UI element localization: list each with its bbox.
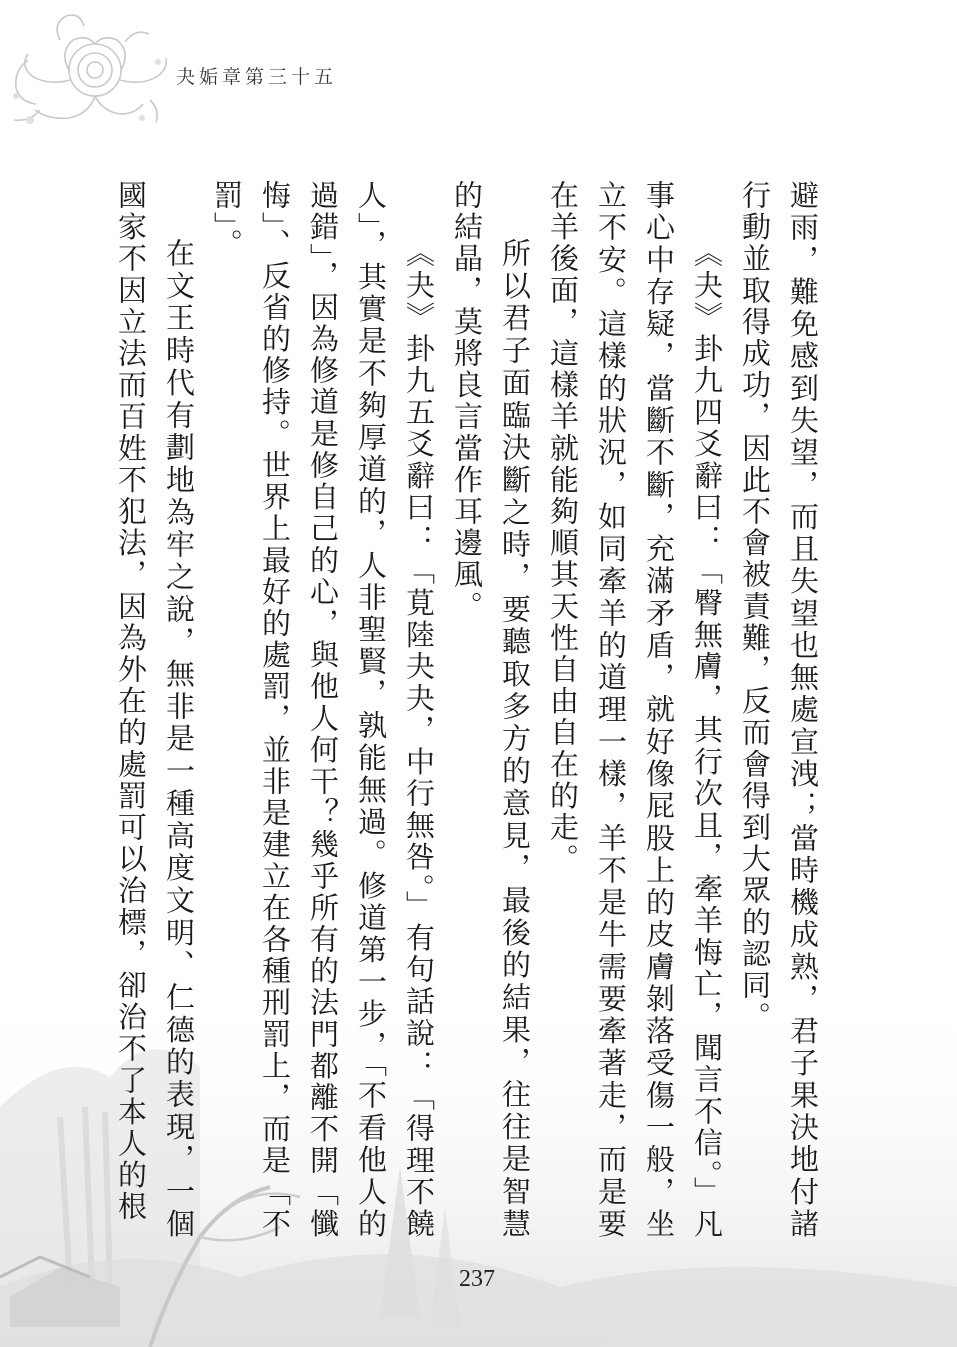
paragraph: 《夬》卦九五爻辭曰：「莧陸夬夬，中行無咎。」有句話說：「得理不饒人」，其實是不夠厚道的，人非聖賢，孰能無過。修道第一步，「不看他人的過錯」，因為修道是修自己的心，與他人何干？幾乎所有的法門都離不開「懺悔」、反省的修持。世界上最好的處罰，並非是建立在各種刑罰上，而是「不罰」。 xyxy=(210,180,436,1240)
paragraph-continuation: 避雨，難免感到失望，而且失望也無處宣洩；當時機成熟，君子果決地付諸行動並取得成功，因此不會被責難，反而會得到大眾的認同。 xyxy=(738,180,820,1240)
paragraph: 所以君子面臨決斷之時，要聽取多方的意見，最後的結果，往往是智慧的結晶，莫將良言當作耳邊風。 xyxy=(450,180,532,1240)
running-title: 夬姤章第三十五 xyxy=(176,66,338,88)
page-number: 237 xyxy=(459,1266,495,1292)
floral-ornament-icon xyxy=(0,0,175,150)
paragraph: 在文王時代有劃地為牢之說，無非是一種高度文明、仁德的表現，一個國家不因立法而百姓不犯法，因為外在的處罰可以治標，卻治不了本人的根 xyxy=(114,180,196,1240)
vertical-body-text xyxy=(107,180,827,1240)
paragraph: 《夬》卦九四爻辭曰：「臀無膚，其行次且，牽羊悔亡，聞言不信。」凡事心中存疑，當斷不斷，充滿矛盾，就好像屁股上的皮膚剝落受傷一般，坐立不安。這樣的狀況，如同牽羊的道理一樣，羊不是牛需要牽著走，而是要在羊後面，這樣羊就能夠順其天性自由自在的走。 xyxy=(546,180,724,1240)
